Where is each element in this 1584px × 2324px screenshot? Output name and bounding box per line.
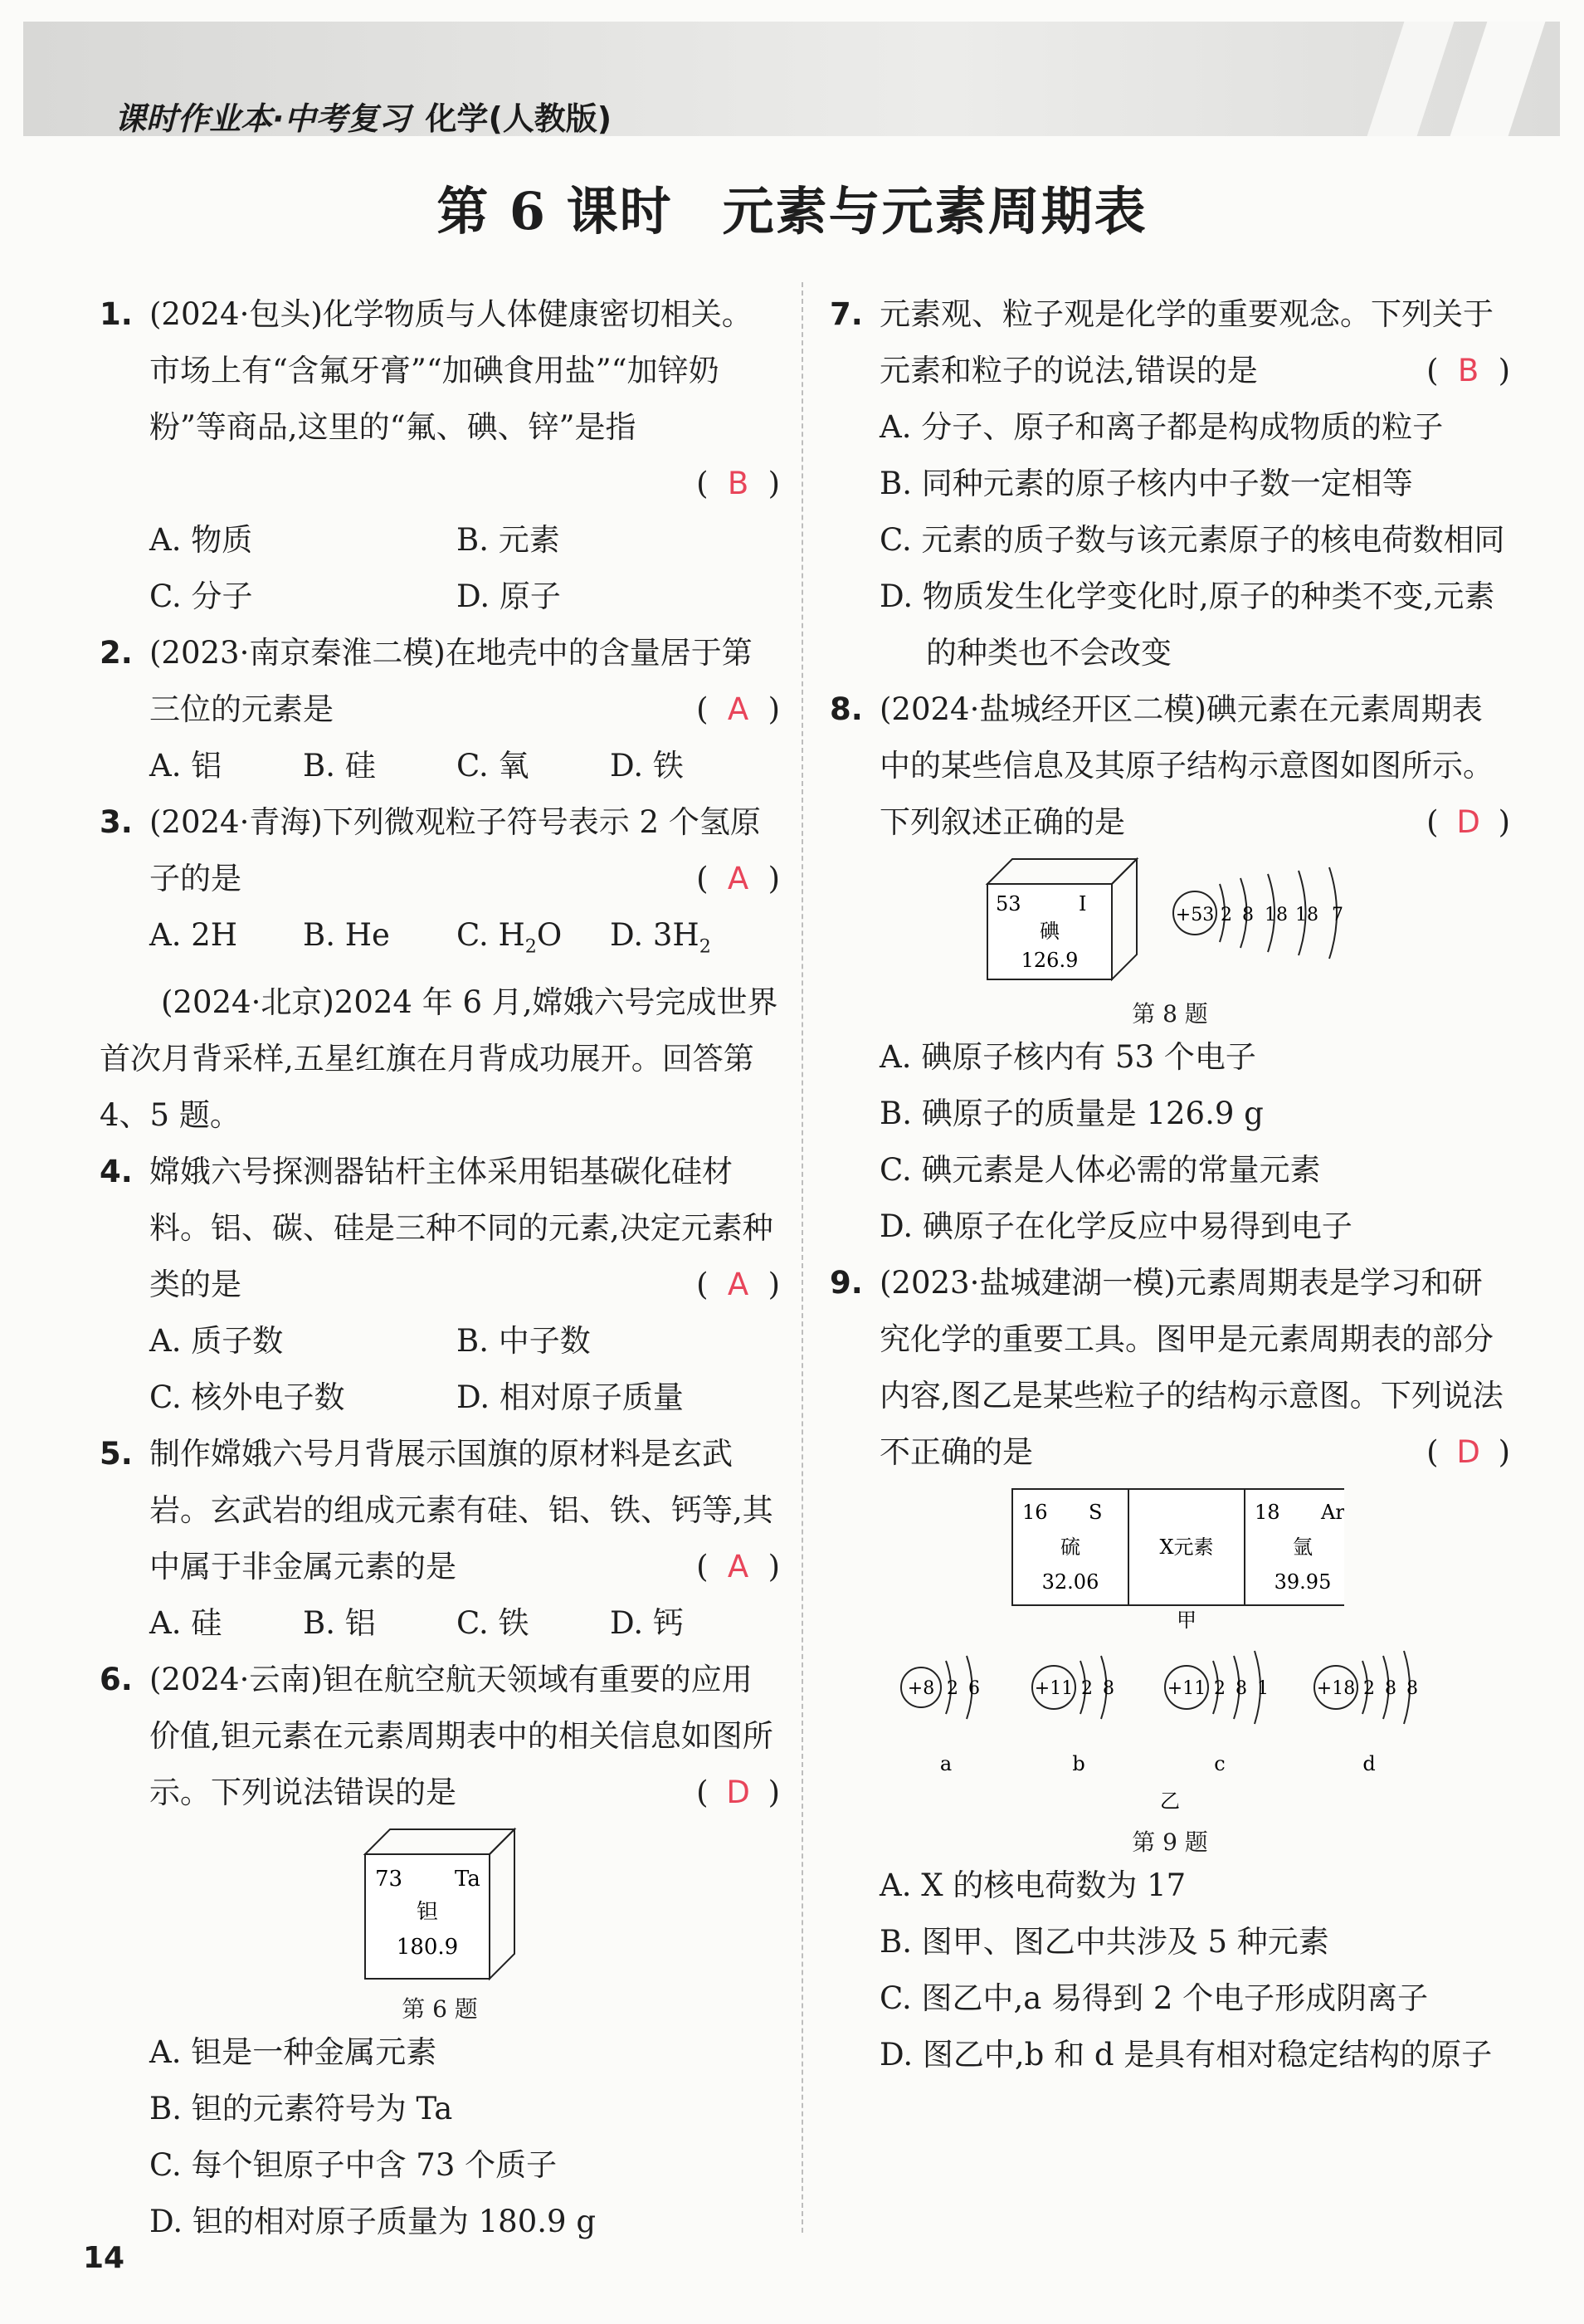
option-d: D. $3H_2$ [610,917,711,958]
answer-letter: D [1456,804,1480,840]
element-symbol: Ta [455,1867,480,1892]
nucleus-charge: +11 [1167,1678,1206,1699]
option-a: A. X 的核电荷数为 17 [880,1868,1187,1903]
question-5 [100,1426,780,1595]
shell-electrons: 18 [1295,905,1318,925]
atomic-mass: 180.9 [396,1935,459,1960]
right-column [830,286,1510,2083]
shell-electrons: 18 [1265,905,1288,925]
answer-bracket: ( D ) [1426,794,1510,851]
iodine-figure [971,851,1369,992]
answer-bracket: ( A ) [696,681,780,738]
question-source: (2024·包头) [149,296,323,332]
options-q4 [100,1313,780,1426]
options-q6 [100,2024,780,2250]
answer-letter: A [727,1549,749,1585]
particle-b [1032,1656,1114,1775]
answer-letter: A [727,861,749,896]
question-2 [100,625,780,738]
answer-bracket: ( A ) [696,1257,780,1313]
atomic-number: 16 [1022,1501,1048,1524]
passage-4-5: (2024·北京)2024 年 6 月,嫦娥六号完成世界首次月背采样,五星红旗在月背成功展开。回答第 4、5 题。 [100,984,778,1134]
element-cube-tantalum [348,1821,531,1987]
question-stem: 制作嫦娥六号月背展示国旗的原材料是玄武岩。玄武岩的组成元素有硅、铝、铁、钙等,其中属于非金属元素的是 [149,1436,773,1585]
shell-electrons: 8 [1242,905,1254,925]
figure-q6 [100,1821,780,2024]
question-stem: 元素观、粒子观是化学的重要观念。下列关于元素和粒子的说法,错误的是 [880,296,1494,388]
shell-electrons: 8 [1385,1678,1396,1699]
atom-structure-iodine [1173,867,1343,959]
shell-electrons: 2 [1221,905,1232,925]
option-d: D. 碘原子在化学反应中易得到电子 [880,1208,1352,1244]
banner-decoration [1367,22,1455,136]
question-7 [830,286,1510,399]
options-q1 [100,512,780,625]
periodic-table-excerpt [996,1481,1344,1630]
option-c: C. 分子 [149,579,253,614]
page-title [0,170,1584,244]
question-3 [100,794,780,907]
option-c: C. 核外电子数 [149,1379,345,1416]
option-c: C. 图乙中,a 易得到 2 个电子形成阴离子 [880,1980,1429,2016]
particle-c [1165,1651,1269,1775]
option-a: A. 质子数 [149,1323,284,1360]
question-source: (2024·青海) [149,804,323,840]
option-d: D. 钙 [610,1605,684,1642]
question-stem: 嫦娥六号探测器钻杆主体采用铝基碳化硅材料。铝、碳、硅是三种不同的元素,决定元素种类的是 [149,1154,773,1303]
figure-caption: 第 9 题 [1132,1828,1208,1856]
question-number: 4. [100,1154,133,1190]
option-c: C. 每个钽原子中含 73 个质子 [149,2147,558,2184]
shell-electrons: 2 [1363,1678,1375,1699]
option-a: A. 碘原子核内有 53 个电子 [880,1039,1256,1075]
option-b: B. 碘原子的质量是 126.9 g [880,1096,1264,1131]
options-q5 [100,1595,780,1652]
answer-bracket: ( D ) [1426,1424,1510,1481]
answer-bracket: ( D ) [696,1765,780,1821]
option-b: B. 元素 [456,522,560,558]
shell-electrons: 7 [1332,905,1343,925]
banner-decoration [1450,22,1546,136]
element-symbol: S [1089,1501,1103,1524]
figure-q8 [830,851,1510,1029]
option-a: A. 物质 [149,522,253,558]
shell-electrons: 2 [1081,1678,1093,1699]
nucleus-charge: +8 [907,1678,935,1699]
options-q7 [830,399,1510,681]
question-6 [100,1652,780,1821]
figure-caption: 第 8 题 [1132,1000,1208,1028]
question-9 [830,1255,1510,1481]
element-name: 硫 [1060,1536,1080,1559]
option-d: D. 相对原子质量 [456,1379,684,1416]
option-b: B. 中子数 [456,1323,591,1360]
shell-electrons: 1 [1257,1678,1269,1699]
answer-letter: B [727,466,749,501]
nucleus-charge: +11 [1034,1678,1074,1699]
shell-electrons: 8 [1236,1678,1247,1699]
header-banner [23,22,1560,136]
option-a: A. 硅 [149,1605,222,1642]
shell-electrons: 2 [1214,1678,1226,1699]
atomic-mass: 126.9 [1021,949,1079,972]
question-number: 6. [100,1662,133,1698]
question-stem: 元素周期表是学习和研究化学的重要工具。图甲是元素周期表的部分内容,图乙是某些粒子的结构示意图。下列说法不正确的是 [880,1265,1504,1470]
option-a: A. 分子、原子和离子都是构成物质的粒子 [880,409,1444,445]
question-number: 3. [100,804,133,840]
question-4 [100,1144,780,1313]
option-b: B. He [303,917,390,953]
option-a: A. 铝 [149,748,222,784]
options-q8 [830,1029,1510,1255]
particle-label: c [1214,1752,1226,1775]
question-stem: 碘元素在元素周期表中的某些信息及其原子结构示意图如图所示。下列叙述正确的是 [880,691,1494,840]
nucleus-charge: +53 [1175,905,1215,925]
question-stem: 下列微观粒子符号表示 2 个氢原子的是 [149,804,761,896]
particle-diagrams [871,1638,1469,1820]
answer-letter: A [727,1267,749,1303]
page-number: 14 [83,2241,125,2275]
atomic-mass: 39.95 [1274,1570,1332,1594]
atomic-number: 53 [996,892,1021,915]
nucleus-charge: +18 [1316,1678,1356,1699]
answer-letter: D [1456,1434,1480,1470]
shell-electrons: 6 [968,1678,980,1699]
element-name: 氩 [1293,1536,1313,1559]
question-source: (2023·盐城建湖一模) [880,1265,1176,1301]
question-number: 7. [830,296,863,332]
atomic-number: 73 [375,1867,403,1892]
question-8 [830,681,1510,851]
column-divider [802,282,803,2233]
question-source: (2024·盐城经开区二模) [880,691,1206,727]
element-name: 钽 [416,1900,439,1926]
answer-letter: A [727,691,749,727]
answer-bracket: ( B ) [1426,343,1510,399]
shell-electrons: 8 [1406,1678,1418,1699]
option-b: B. 同种元素的原子核内中子数一定相等 [880,466,1413,501]
particle-a [901,1656,980,1775]
question-stem: 钽在航空航天领域有重要的应用价值,钽元素在元素周期表中的相关信息如图所示。下列说法错误的是 [149,1662,773,1811]
particle-d [1314,1651,1418,1775]
question-number: 5. [100,1436,133,1472]
subject-name: 化学(人教版) [425,100,612,137]
question-1 [100,286,780,512]
element-cube-iodine [987,859,1137,979]
option-d: D. 铁 [610,748,684,784]
options-q3 [100,907,780,974]
question-number: 2. [100,635,133,671]
left-column [100,286,780,2250]
answer-bracket: ( A ) [696,1539,780,1595]
question-source: (2023·南京秦淮二模) [149,635,446,671]
question-stem: 化学物质与人体健康密切相关。市场上有“含氟牙膏”“加碘食用盐”“加锌奶粉”等商品,这里的“氟、碘、锌”是指 [149,296,753,445]
particle-label: b [1072,1752,1085,1775]
option-d: D. 物质发生化学变化时,原子的种类不变,元素的种类也不会改变 [880,579,1495,671]
shell-electrons: 8 [1103,1678,1114,1699]
question-number: 8. [830,691,863,727]
answer-letter: B [1457,353,1479,388]
options-q2 [100,738,780,794]
option-c: C. 元素的质子数与该元素原子的核电荷数相同 [880,522,1505,558]
particle-label: d [1362,1752,1376,1775]
figure-q9 [830,1481,1510,1858]
option-b: B. 铝 [303,1605,376,1642]
figure-label-yi: 乙 [1160,1789,1180,1813]
shell-electrons: 2 [947,1678,958,1699]
answer-bracket: ( B ) [696,456,780,512]
lesson-topic: 元素与元素周期表 [722,181,1148,242]
answer-letter: D [726,1775,750,1811]
option-c: C. $H_2O$ [456,917,563,958]
series-title [115,93,612,139]
options-q9 [830,1858,1510,2083]
particle-label: a [939,1752,953,1775]
option-b: B. 硅 [303,748,376,784]
element-symbol: I [1079,892,1087,915]
atomic-number: 18 [1255,1501,1280,1524]
option-d: D. 图乙中,b 和 d 是具有相对稳定结构的原子 [880,2037,1493,2073]
option-a: A. 钽是一种金属元素 [149,2034,437,2071]
option-b: B. 图甲、图乙中共涉及 5 种元素 [880,1924,1329,1960]
option-d: D. 钽的相对原子质量为 180.9 g [149,2204,596,2240]
option-c: C. 碘元素是人体必需的常量元素 [880,1152,1321,1188]
question-stem: 在地壳中的含量居于第三位的元素是 [149,635,753,727]
option-b: B. 钽的元素符号为 Ta [149,2091,453,2127]
figure-label-jia: 甲 [1177,1609,1197,1630]
element-symbol: Ar [1321,1501,1344,1524]
question-number: 1. [100,296,133,332]
answer-bracket: ( A ) [696,851,780,907]
figure-caption: 第 6 题 [402,1995,478,2024]
option-c: C. 铁 [456,1605,529,1642]
option-d: D. 原子 [456,579,561,614]
element-name: 碘 [1040,920,1060,943]
lesson-number: 第 6 课时 [436,181,673,242]
series-name: 课时作业本·中考复习 [115,100,411,137]
question-source: (2024·云南) [149,1662,323,1698]
option-c: C. 氧 [456,748,529,784]
option-a: A. 2H [149,917,238,953]
atomic-mass: 32.06 [1041,1570,1099,1594]
element-unknown: X元素 [1159,1536,1214,1559]
question-number: 9. [830,1265,863,1301]
